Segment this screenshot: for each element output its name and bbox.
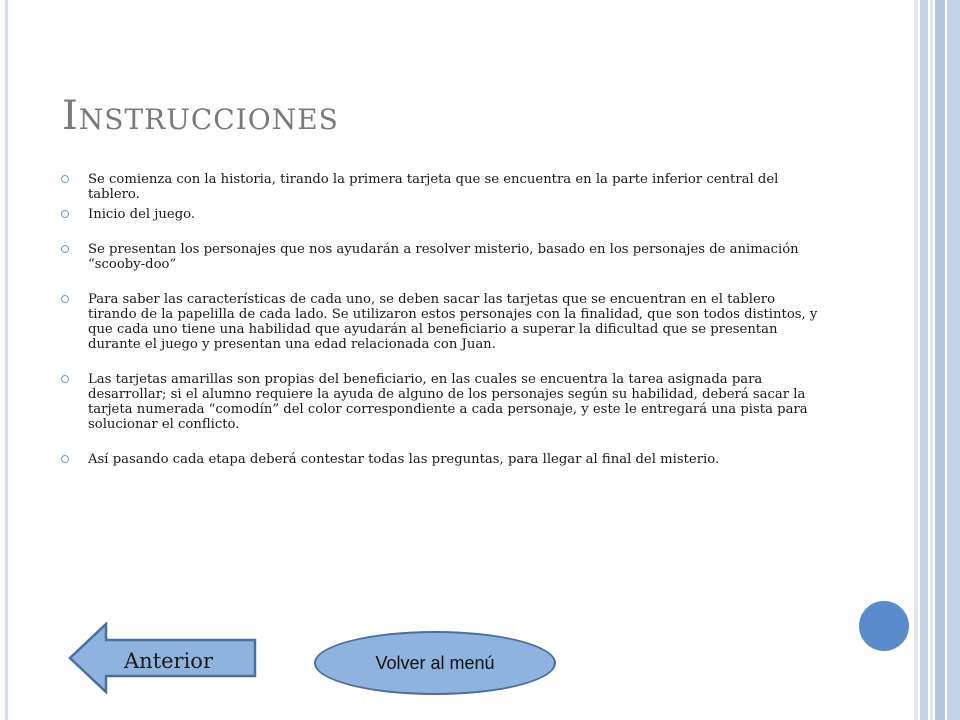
right-bar-3 — [930, 0, 933, 720]
previous-button[interactable] — [68, 622, 258, 694]
right-bar-4 — [935, 0, 945, 720]
list-item — [88, 242, 823, 272]
decorative-circle — [856, 598, 912, 654]
right-decorative-bars — [914, 0, 960, 720]
previous-button-label: Anterior — [124, 649, 213, 673]
list-item-text: Inicio del juego. — [88, 207, 196, 222]
list-item-text: Las tarjetas amarillas son propias del beneficiario, en las cuales se encuentra la tarea asignada para desarrollar; si el alumno requiere la ayuda de alguno de los personajes según su habilidad, deberá sacar la tarjeta numerada “comodín” del color correspondiente a cada personaje, y este le entregará una pista para solucionar el conflicto. — [88, 372, 808, 432]
page-title: Instrucciones — [62, 93, 339, 139]
back-to-menu-button[interactable] — [314, 631, 556, 695]
list-item — [88, 172, 823, 202]
right-bar-1 — [914, 0, 918, 720]
bullet-circle-icon — [61, 295, 69, 303]
bullet-circle-icon — [61, 455, 69, 463]
list-item — [88, 372, 823, 432]
left-border-line — [5, 0, 8, 720]
list-item — [88, 207, 823, 222]
bullet-circle-icon — [61, 245, 69, 253]
list-item-text: Se presentan los personajes que nos ayudarán a resolver misterio, basado en los personajes de animación “scooby-doo” — [88, 242, 799, 272]
back-to-menu-label: Volver al menú — [375, 652, 495, 673]
list-item-text: Para saber las características de cada uno, se deben sacar las tarjetas que se encuentran en el tablero tirando de la papelilla de cada lado. Se utilizaron estos personajes con la finalidad, que son todos distintos, y que cada uno tiene una habilidad que ayudarán al beneficiario a superar la dificultad que se presentan durante el juego y presentan una edad relacionada con Juan. — [88, 292, 818, 352]
bullet-circle-icon — [61, 375, 69, 383]
list-item — [88, 452, 823, 467]
list-item-text: Se comienza con la historia, tirando la primera tarjeta que se encuentra en la parte inferior central del tablero. — [88, 172, 779, 202]
right-bar-2 — [920, 0, 928, 720]
instructions-list — [88, 172, 823, 467]
list-item-text: Así pasando cada etapa deberá contestar todas las preguntas, para llegar al final del misterio. — [88, 452, 720, 467]
right-bar-5 — [947, 0, 960, 720]
list-item — [88, 292, 823, 352]
bullet-circle-icon — [61, 175, 69, 183]
bullet-circle-icon — [61, 210, 69, 218]
